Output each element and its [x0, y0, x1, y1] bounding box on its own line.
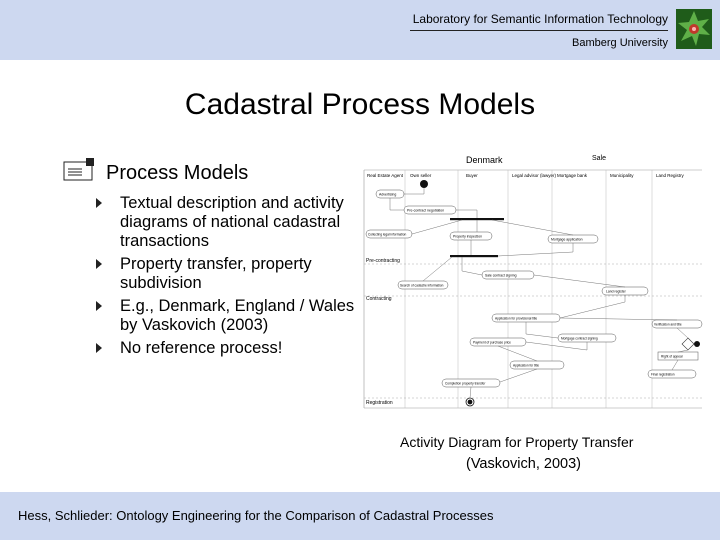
- lab-name: Laboratory for Semantic Information Technology: [412, 12, 668, 26]
- main-bullet: Process Models: [106, 162, 249, 184]
- lane-label: Legal advisor (lawyer): [512, 173, 557, 178]
- svg-text:Advertising: Advertising: [379, 192, 397, 197]
- svg-text:Collecting legal information: Collecting legal information: [368, 232, 407, 237]
- lab-logo: [676, 9, 712, 49]
- sync-bar: [450, 255, 498, 257]
- university-name: Bamberg University: [572, 37, 668, 49]
- svg-text:Mortgage contract signing: Mortgage contract signing: [561, 336, 598, 341]
- activity-node: [470, 338, 526, 346]
- svg-text:Payment of purchase price: Payment of purchase price: [473, 340, 511, 345]
- svg-text:Application for provisional ti: Application for provisional title: [495, 316, 538, 321]
- svg-text:Search of cadastre information: Search of cadastre information: [400, 283, 444, 288]
- activity-node: [404, 206, 456, 214]
- svg-text:Application for title: Application for title: [513, 363, 540, 368]
- activity-node: [658, 352, 698, 360]
- activity-node: [602, 287, 648, 295]
- phase-label: Contracting: [366, 296, 392, 302]
- lane-label: Land Registry: [656, 173, 684, 178]
- arrow-bullet-icon: [96, 198, 102, 208]
- header-rule: [410, 30, 668, 31]
- activity-node: [398, 281, 448, 289]
- footer-text: Hess, Schlieder: Ontology Engineering for the Comparison of Cadastral Processes: [18, 508, 494, 523]
- activity-node: [366, 230, 412, 238]
- arrow-bullet-icon: [96, 343, 102, 353]
- activity-node: [376, 190, 404, 198]
- svg-text:Pre-contract negotiation: Pre-contract negotiation: [407, 208, 445, 213]
- lane-label: Real Estate Agent: [367, 173, 404, 178]
- lane-label: Mortgage bank: [557, 173, 588, 178]
- phase-label: Pre-contracting: [366, 258, 400, 264]
- header-bar: [0, 0, 720, 60]
- start-node: [420, 180, 428, 188]
- svg-text:Property inspection: Property inspection: [453, 234, 483, 239]
- activity-node: [648, 370, 696, 378]
- activity-node: [482, 271, 534, 279]
- svg-text:Final registration: Final registration: [651, 372, 675, 377]
- svg-text:Right of appeal: Right of appeal: [661, 354, 683, 359]
- activity-node: [652, 320, 702, 328]
- svg-text:Completion property transfer: Completion property transfer: [445, 381, 486, 386]
- activity-node: [442, 379, 500, 387]
- svg-text:Sale contract signing: Sale contract signing: [485, 273, 517, 278]
- footer-bar: [0, 492, 720, 540]
- sub-bullet: Textual description and activity diagrams of national cadastral transactions: [96, 194, 356, 251]
- slide-title: Cadastral Process Models: [184, 88, 536, 121]
- sub-bullet: No reference process!: [96, 339, 356, 358]
- activity-diagram: [362, 152, 708, 410]
- activity-node: [558, 334, 616, 342]
- arrow-bullet-icon: [96, 259, 102, 269]
- diagram-sale: Sale: [592, 155, 607, 162]
- phase-label: Registration: [366, 400, 393, 406]
- decision-end-node: [694, 341, 700, 347]
- diagram-caption: Activity Diagram for Property Transfer: [400, 434, 634, 450]
- sub-bullet: E.g., Denmark, England / Wales by Vaskovich (2003): [96, 297, 356, 335]
- sub-bullet: Property transfer, property subdivision: [96, 255, 356, 293]
- lane-label: Municipality: [610, 173, 634, 178]
- sub-bullet-list: [96, 194, 356, 362]
- lane-label: Own seller: [410, 173, 432, 178]
- activity-node: [492, 314, 560, 322]
- decision-diamond: [682, 338, 694, 350]
- sync-bar: [450, 218, 504, 220]
- activity-node: [548, 235, 598, 243]
- svg-text:Mortgage application: Mortgage application: [551, 237, 583, 242]
- diagram-citation: (Vaskovich, 2003): [466, 456, 581, 472]
- svg-text:Verification and title: Verification and title: [654, 322, 682, 327]
- activity-node: [510, 361, 564, 369]
- lane-label: Buyer: [466, 173, 478, 178]
- diagram-country: Denmark: [466, 155, 503, 165]
- arrow-bullet-icon: [96, 301, 102, 311]
- svg-text:Land register: Land register: [606, 289, 626, 294]
- activity-node: [450, 232, 492, 240]
- end-node: [468, 400, 473, 405]
- bullet-icon: [62, 158, 96, 184]
